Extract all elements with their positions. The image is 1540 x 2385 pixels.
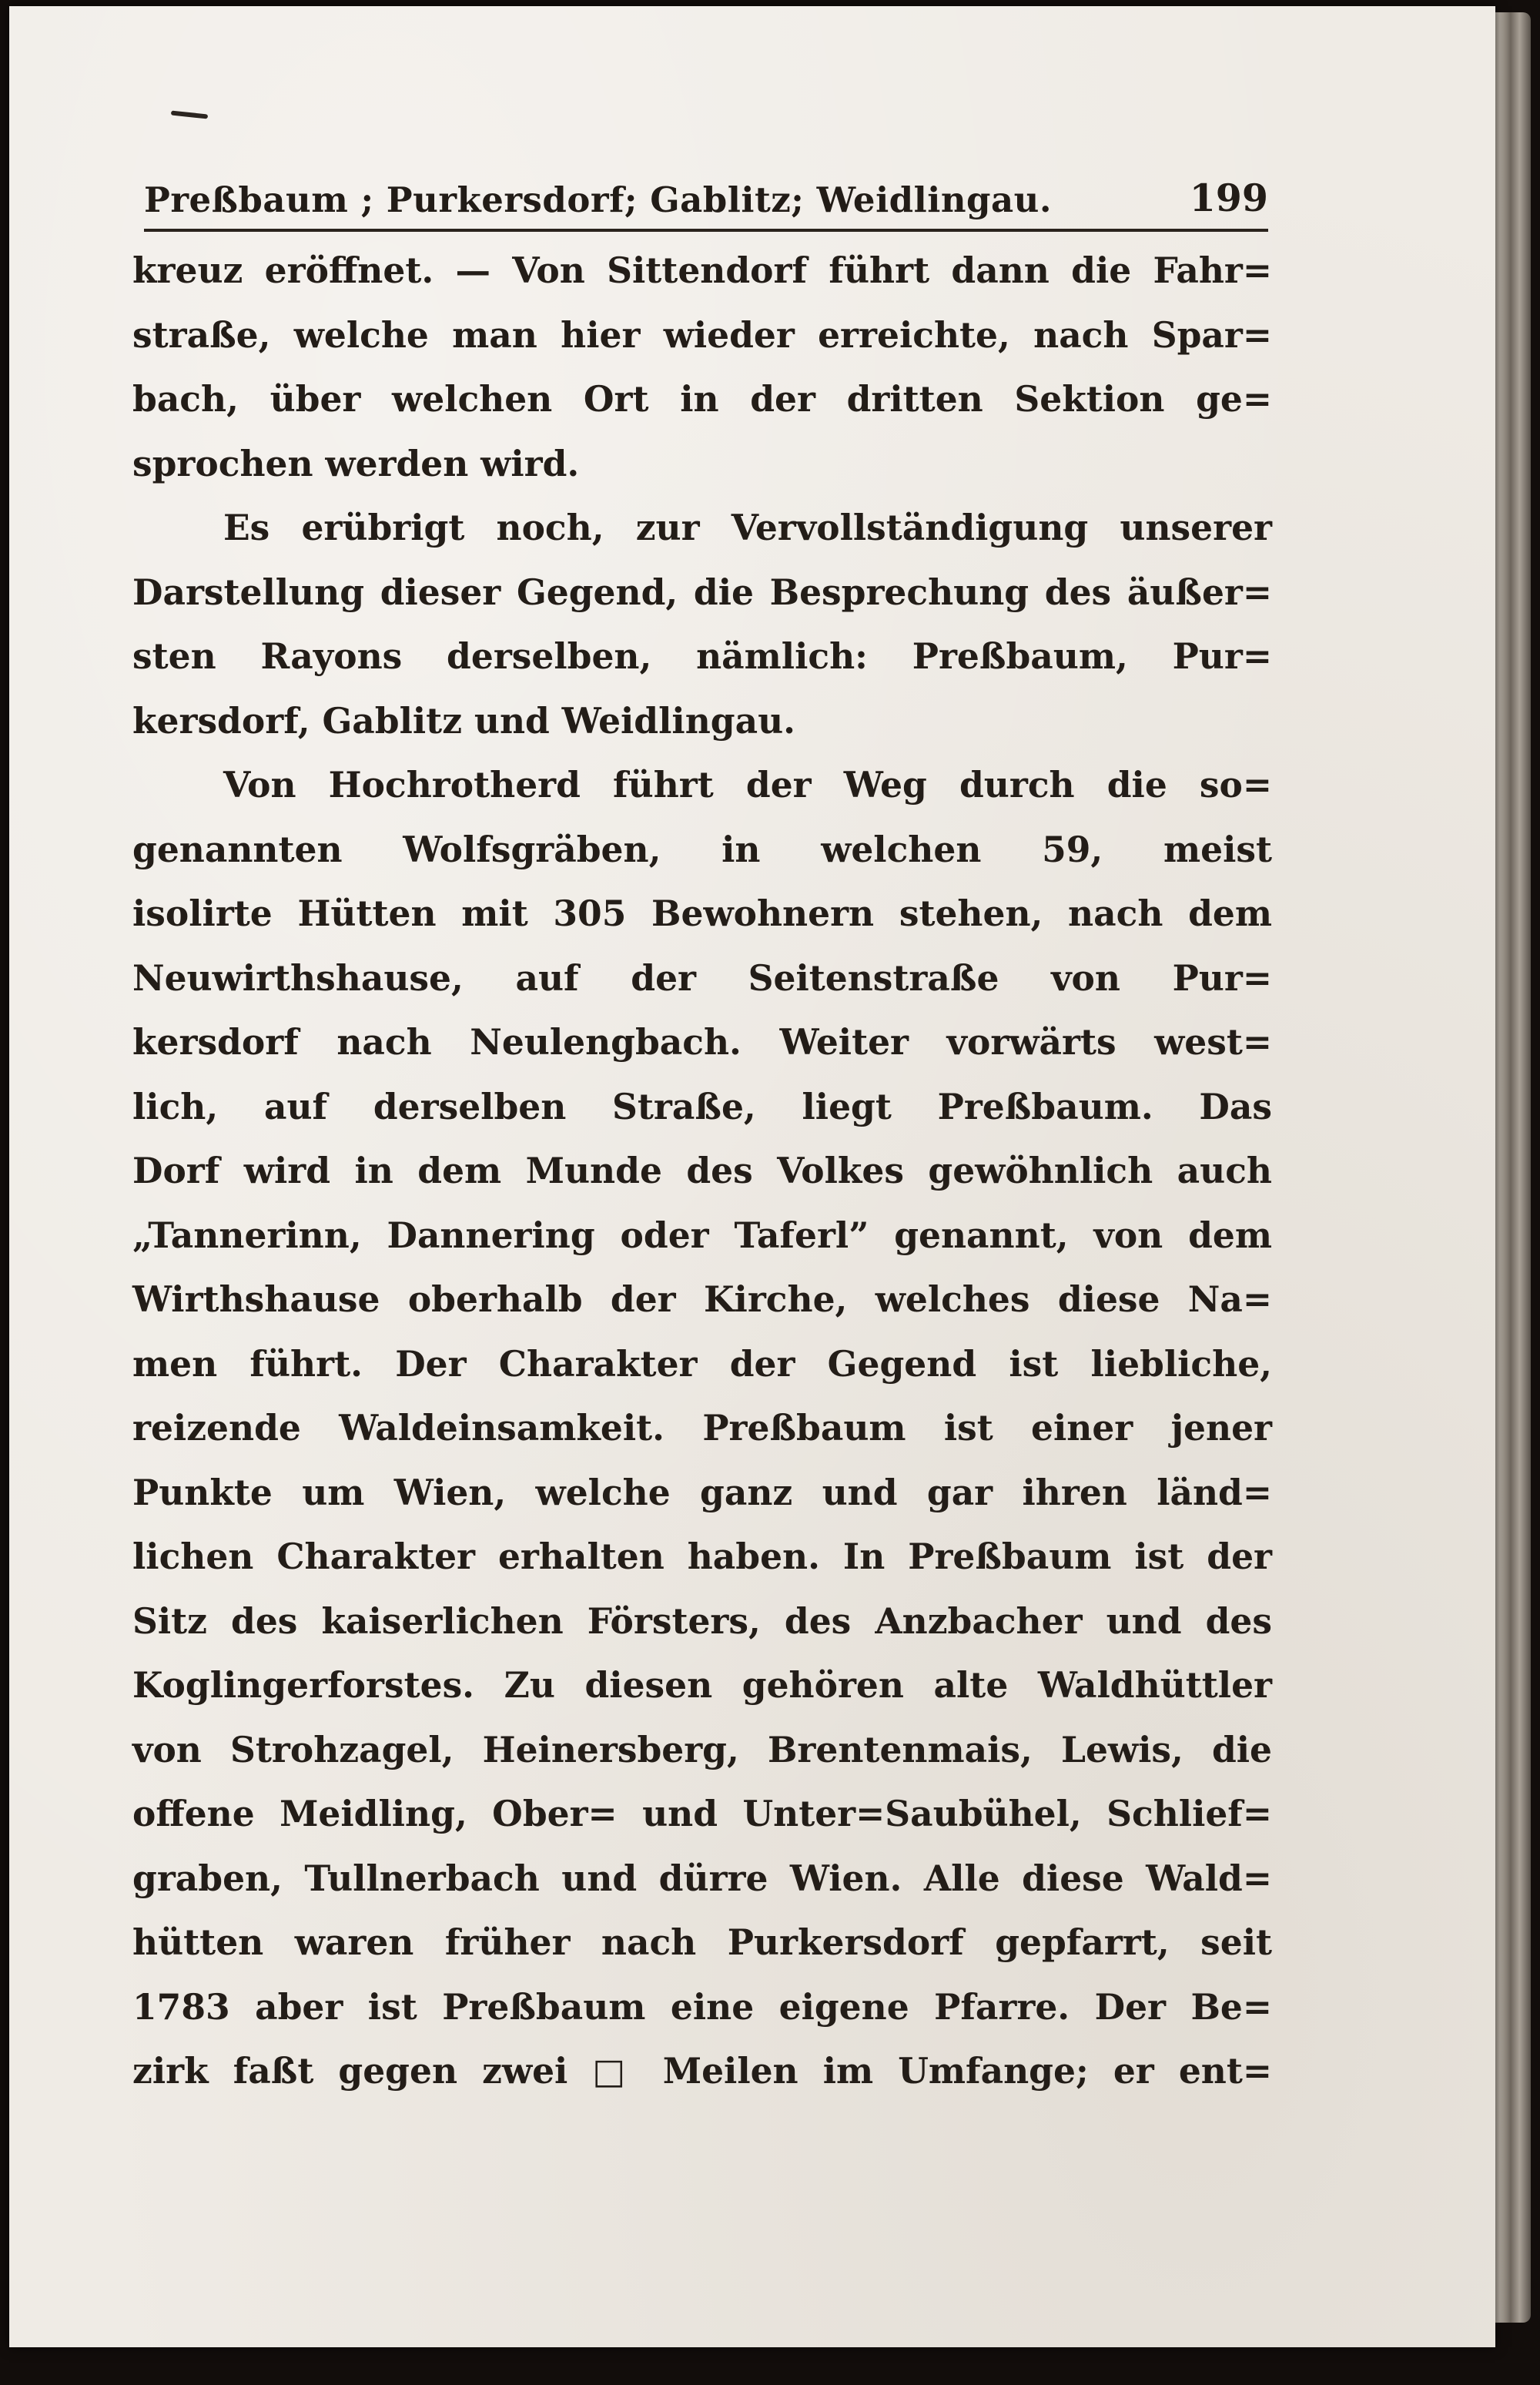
text-line: kersdorf, Gablitz und Weidlingau. xyxy=(132,699,795,742)
text-line: Dorf wird in dem Munde des Volkes gewöhnlich auch xyxy=(132,1150,1272,1191)
text-line: Punkte um Wien, welche ganz und gar ihren länd= xyxy=(132,1471,1272,1513)
text-line: sten Rayons derselben, nämlich: Preßbaum, Pur= xyxy=(132,635,1272,677)
text-line: Neuwirthshause, auf der Seitenstraße von Pur= xyxy=(132,956,1272,999)
text-line: offene Meidling, Ober= und Unter=Saubühel, Schlief= xyxy=(132,1793,1272,1834)
text-line: sprochen werden wird. xyxy=(132,442,580,484)
text-line: „Tannerinn, Dannering oder Taferl” genannt, von dem xyxy=(132,1214,1272,1256)
text-line: Von Hochrotherd führt der Weg durch die so= xyxy=(223,764,1272,806)
text-line: zirk faßt gegen zwei □ Meilen im Umfange; er ent= xyxy=(132,2050,1272,2092)
text-line: Wirthshause oberhalb der Kirche, welches diese Na= xyxy=(132,1278,1272,1320)
text-line: straße, welche man hier wieder erreichte, nach Spar= xyxy=(132,313,1272,356)
text-line: lich, auf derselben Straße, liegt Preßbaum. Das xyxy=(132,1085,1272,1127)
body-text xyxy=(132,239,1272,2104)
header-rule xyxy=(144,229,1268,232)
text-line: Koglingerforstes. Zu diesen gehören alte Waldhüttler xyxy=(132,1664,1272,1706)
text-line: graben, Tullnerbach und dürre Wien. Alle diese Wald= xyxy=(132,1857,1272,1899)
text-line: kreuz eröffnet. — Von Sittendorf führt dann die Fahr= xyxy=(132,250,1272,291)
text-line: men führt. Der Charakter der Gegend ist liebliche, xyxy=(132,1342,1272,1385)
ink-mark xyxy=(171,111,208,119)
text-line: kersdorf nach Neulengbach. Weiter vorwärts west= xyxy=(132,1021,1272,1063)
text-line: bach, über welchen Ort in der dritten Sektion ge= xyxy=(132,378,1272,420)
text-line: 1783 aber ist Preßbaum eine eigene Pfarre. Der Be= xyxy=(132,1985,1272,2028)
text-line: Darstellung dieser Gegend, die Besprechung des äußer= xyxy=(132,571,1272,613)
book-page xyxy=(9,6,1495,2347)
text-line: reizende Waldeinsamkeit. Preßbaum ist einer jener xyxy=(132,1407,1272,1449)
text-line: Sitz des kaiserlichen Försters, des Anzbacher und des xyxy=(132,1599,1272,1642)
text-line: von Strohzagel, Heinersberg, Brentenmais, Lewis, die xyxy=(132,1728,1272,1770)
text-line: hütten waren früher nach Purkersdorf gepfarrt, seit xyxy=(132,1921,1272,1963)
text-line: genannten Wolfsgräben, in welchen 59, meist xyxy=(132,828,1272,870)
page-number: 199 xyxy=(1189,176,1268,220)
page-header xyxy=(144,152,1268,220)
text-line: isolirte Hütten mit 305 Bewohnern stehen, nach dem xyxy=(132,893,1272,934)
running-head: Preßbaum ; Purkersdorf; Gablitz; Weidlingau. xyxy=(144,179,1053,220)
text-line: lichen Charakter erhalten haben. In Preßbaum ist der xyxy=(132,1536,1272,1577)
text-line: Es erübrigt noch, zur Vervollständigung unserer xyxy=(223,507,1272,548)
